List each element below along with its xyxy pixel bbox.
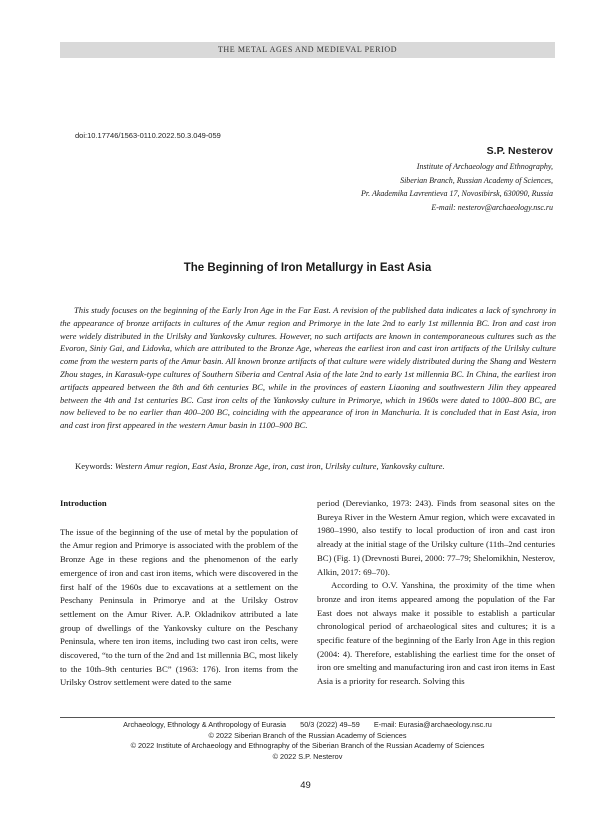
- affiliation-line: Pr. Akademika Lavrentieva 17, Novosibirsk, 630090, Russia: [361, 189, 553, 198]
- body-paragraph: period (Derevianko, 1973: 243). Finds from seasonal sites on the Bureya River in the Western Amur region, which were excavated in 1980–1990, also testify to local production of iron and cast iron already at the initial stage of the Urilsky culture (11th–2nd centuries BC) (Fig. 1) (Drevnosti Burei, 2000: 77–79; Shelomikhin, Nesterov, Alkin, 2017: 69–70).: [317, 498, 555, 577]
- abstract: This study focuses on the beginning of the Early Iron Age in the Far East. A revision of the published data indicates a lack of synchrony in the appearance of bronze artifacts in cultures of the Amur region and Primorye in the late 2nd to early 1st millennia BC. Iron and cast iron were widely distributed in the Urilsky and Yankovsky cultures. However, no such artifacts are known in contemporaneous cultures such as the Evoron, Siniy Gai, and Lidovka, which are attributed to the Bronze Age, whereas the earliest iron and cast iron artifacts of the Urilsky culture come from the western parts of the Amur basin. All known bronze artifacts of that culture were widely distributed during the Shang and Western Zhou stages, in Karasuk-type cultures of Southern Siberia and Central Asia of the late 2nd to early 1st millennia BC. In China, the earliest iron artifacts appeared between the 8th and 6th centuries BC, while in the provinces of eastern Liaoning and southwestern Jilin they appeared between the 4th and 1st centuries BC. Cast iron celts of the Yankovsky culture in Primorye, which in 1960s were dated to 1000–800 BC, are now believed to be no earlier than 400–200 BC, coinciding with the appearance of iron in Manchuria. It is concluded that in East Asia, iron and cast iron first appeared in the western Amur basin in 1100–900 BC.: [60, 305, 556, 431]
- left-column: [60, 497, 298, 690]
- keywords: [75, 461, 555, 471]
- journal-email[interactable]: E-mail: Eurasia@archaeology.nsc.ru: [373, 720, 492, 729]
- keywords-label: Keywords:: [75, 461, 113, 471]
- footer-journal-line: [60, 720, 555, 731]
- author-block: [233, 145, 553, 214]
- page-number: 49: [300, 780, 311, 791]
- author-email[interactable]: E-mail: nesterov@archaeology.nsc.ru: [431, 202, 553, 212]
- article-title: The Beginning of Iron Metallurgy in East Asia: [183, 262, 432, 274]
- footer-divider: [60, 717, 555, 718]
- doi-text[interactable]: doi:10.17746/1563-0110.2022.50.3.049-059: [75, 131, 221, 140]
- keywords-list: Western Amur region, East Asia, Bronze Age, iron, cast iron, Urilsky culture, Yankovsky culture.: [114, 461, 445, 471]
- affiliation-line: Siberian Branch, Russian Academy of Sciences,: [400, 175, 553, 185]
- right-column: [317, 497, 555, 689]
- body-paragraph: According to O.V. Yanshina, the proximity of the time when bronze and iron items appeared among the population of the Far East does not always make it possible to establish a particular chronological period of archaeological sites and cultures; it is a specific feature of the beginning of the Early Iron Age in this region (2004: 4). Therefore, establishing the earliest time for the onset of iron ore smelting and manufacturing iron and cast iron items in East Asia is a priority for research. Solving this: [317, 580, 555, 687]
- copyright-line: © 2022 Siberian Branch of the Russian Academy of Sciences: [208, 730, 407, 740]
- body-paragraph: The issue of the beginning of the use of metal by the population of the Amur region and Primorye is associated with the problem of the Bronze Age in these regions and the phenomenon of the early emergence of iron and cast iron items, which were discovered in the first half of the 1960s due to excavations at a settlement on the Peschany Peninsula in Primorye and at the Urilsky Ostrov settlement on the Amur River. A.P. Okladnikov attributed a late group of dwellings of the Yankovsky culture on the Peschany Peninsula, where ten iron items, including two cast iron celts, were discovered, “to the turn of the 2nd and 1st millennia BC, most likely to the 10th–9th centuries BC” (1963: 176). Iron items from the Urilsky Ostrov settlement were dated to the same: [60, 526, 298, 688]
- affiliation-line: Institute of Archaeology and Ethnography,: [416, 162, 553, 171]
- section-heading-introduction: Introduction: [60, 498, 107, 508]
- copyright-line: © 2022 S.P. Nesterov: [272, 751, 343, 761]
- footer: [60, 720, 555, 762]
- journal-name: Archaeology, Ethnology & Anthropology of Eurasia: [123, 720, 287, 729]
- copyright-line: © 2022 Institute of Archaeology and Ethnography of the Siberian Branch of the Russian Academy of Sciences: [130, 741, 485, 751]
- section-header: THE METAL AGES AND MEDIEVAL PERIOD: [60, 42, 555, 58]
- author-name: S.P. Nesterov: [486, 145, 553, 157]
- journal-issue: 50/3 (2022) 49–59: [300, 720, 360, 729]
